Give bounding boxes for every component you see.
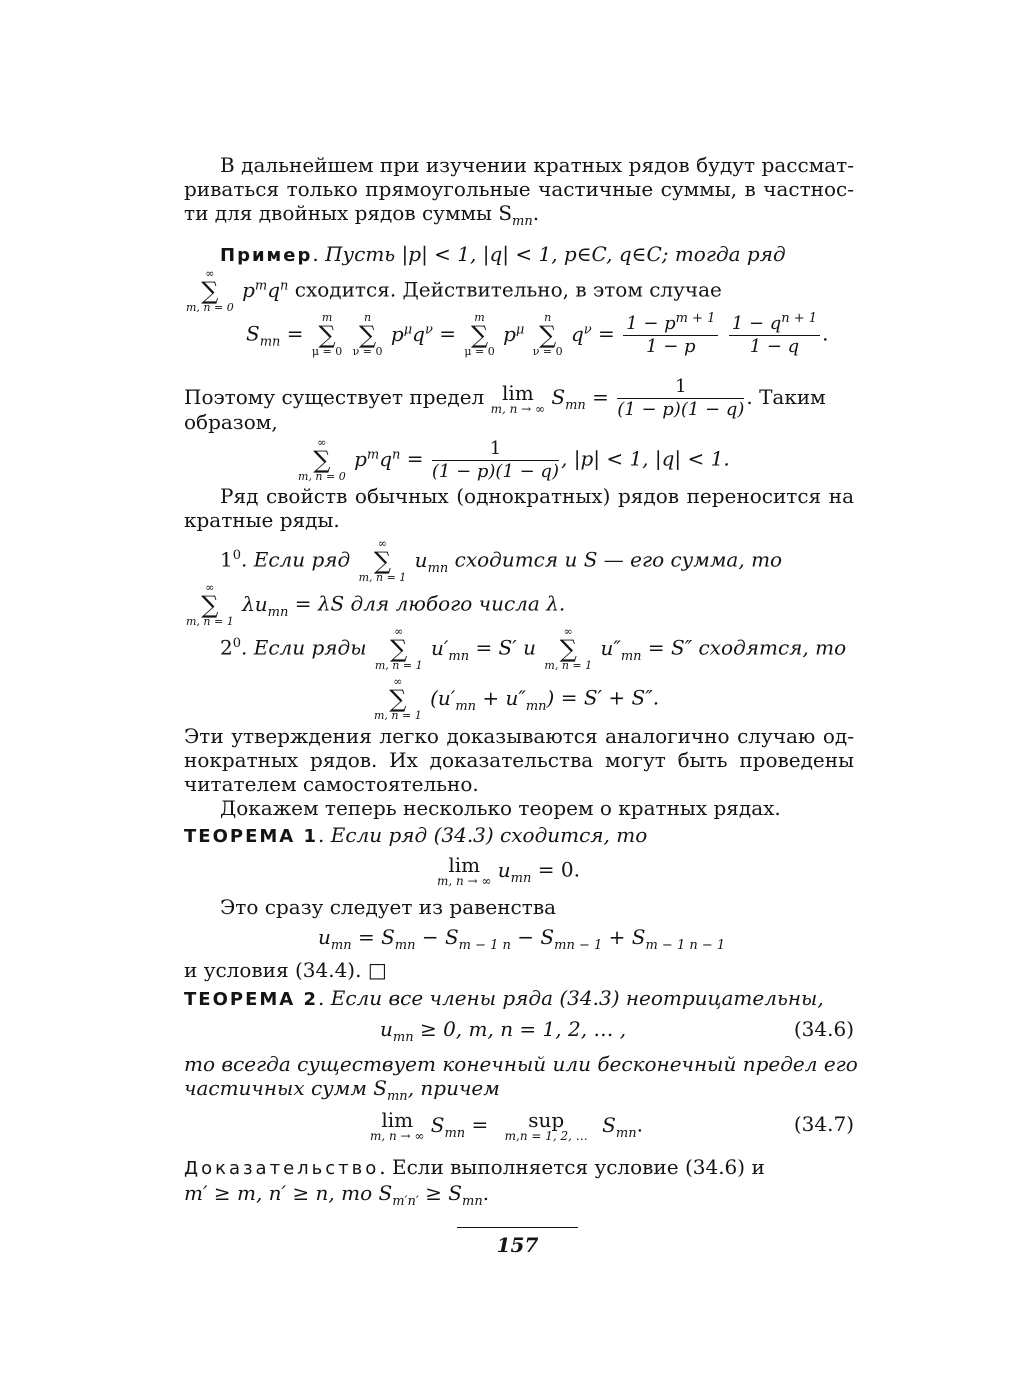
- theorem1-label: ТЕОРЕМА 1: [184, 826, 318, 847]
- page-number: 157: [496, 1233, 539, 1257]
- example-line2: ∞ ∑ m, n = 0 $p^mq^n$ сходится. Действительно, в этом случае: [186, 267, 722, 314]
- para3-line3: читателем самостоятельно.: [184, 772, 479, 796]
- equation-number-34-6: (34.6): [793, 1017, 854, 1041]
- para1-line3: ти для двойных рядов суммы $S_{mn}$.: [184, 201, 540, 229]
- fraction-q: $\frac{1 - q^{n + 1}}{1 - q}$: [729, 313, 820, 358]
- proof-line2: m′ ≥ m, n′ ≥ n, то $S_{m'n'} \ge S_{mn}$.: [184, 1181, 490, 1209]
- theorem2-equation1: $u_{mn} \ge 0$, m, n = 1, 2, … ,: [380, 1017, 627, 1045]
- prop1-line2: ∞ ∑ m, n = 1 $\lambda u_{mn} = \lambda S$ для любого числа λ.: [186, 581, 566, 628]
- fraction-p: $\frac{1 - p^{m + 1}}{1 - p}$: [623, 313, 718, 358]
- theorem2-equation2: lim m, n → ∞ $S_{mn}$ = sup m,n = 1, 2, … $S_{mn}$.: [370, 1108, 643, 1143]
- para5: Это сразу следует из равенства: [220, 895, 557, 919]
- para3-line2: нократных рядов. Их доказательства могут быть проведены: [184, 748, 854, 772]
- para4: Докажем теперь несколько теорем о кратных рядах.: [220, 796, 781, 820]
- theorem2-line4: частичных сумм $S_{mn}$, причем: [184, 1076, 500, 1104]
- para3-line1: Эти утверждения легко доказываются аналогично случаю од-: [184, 724, 854, 748]
- prop2-line1: $2^0$. Если ряды ∞ ∑ m, n = 1 $u'_{mn} = S'$ и ∞ ∑ m, n = 1 $u''_{mn} = S''$ сходятся, то: [220, 625, 847, 672]
- theorem1-line: ТЕОРЕМА 1. Если ряд (34.3) сходится, то: [184, 823, 648, 847]
- theorem1-equation: lim m, n → ∞ $u_{mn} = 0$.: [437, 853, 580, 888]
- example-line1: Пример. Пусть |p| < 1, |q| < 1, p∈C, q∈C; тогда ряд: [220, 242, 786, 266]
- para2-line1: Ряд свойств обычных (однократных) рядов переносится на: [220, 484, 854, 508]
- theorem2-label: ТЕОРЕМА 2: [184, 989, 318, 1010]
- equation-number-34-7: (34.7): [793, 1112, 854, 1136]
- umn-equation: $u_{mn} = S_{mn} - S_{m - 1 n} - S_{mn - 1} + S_{m - 1 n - 1}$: [318, 925, 726, 953]
- para2-line2: кратные ряды.: [184, 508, 340, 532]
- result-formula: ∞ ∑ m, n = 0 $p^mq^n$ = $\frac{1}{(1 - p)(1 - q)}$ , |p| < 1, |q| < 1.: [298, 436, 730, 483]
- prop1-line1: $1^0$. Если ряд ∞ ∑ m, n = 1 $u_{mn}$ сходится и S — его сумма, то: [220, 537, 783, 584]
- obrazom: образом,: [184, 410, 278, 434]
- sum-symbol: ∞ ∑ m, n = 0: [186, 267, 234, 314]
- theorem2-line3: то всегда существует конечный или бесконечный предел его: [184, 1052, 858, 1076]
- prop2-equation: ∞ ∑ m, n = 1 $(u'_{mn} + u''_{mn}) = S' + S''$.: [374, 675, 660, 722]
- example-label: Пример: [220, 245, 313, 266]
- proof-line1: Доказательство. Если выполняется условие (34.6) и: [184, 1155, 765, 1179]
- theorem2-line: ТЕОРЕМА 2. Если все члены ряда (34.3) неотрицательны,: [184, 986, 824, 1010]
- para1-line2: риваться только прямоугольные частичные суммы, в частнос-: [184, 177, 854, 201]
- proof-label: Доказательство: [184, 1158, 380, 1179]
- para1-line1: В дальнейшем при изучении кратных рядов будут рассмат-: [220, 153, 854, 177]
- footer-rule: [457, 1227, 578, 1228]
- example-smn-equation: $S_{mn}$ = m ∑ μ = 0 n ∑ ν = 0 $p^\mu q^\nu$ = m ∑ μ = 0 $p^\mu$ n ∑ ν = 0 $q^\nu$ = $\frac{1 - p^{m + 1}}{1 - p}$ $\frac{1 - q^{n + 1}}{1 - q}$ .: [246, 310, 829, 358]
- limit-line: Поэтому существует предел lim m, n → ∞ $S_{mn}$ = $\frac{1}{(1 - p)(1 - q)}$ . Таким: [184, 376, 826, 420]
- para6: и условия (34.4). □: [184, 958, 387, 982]
